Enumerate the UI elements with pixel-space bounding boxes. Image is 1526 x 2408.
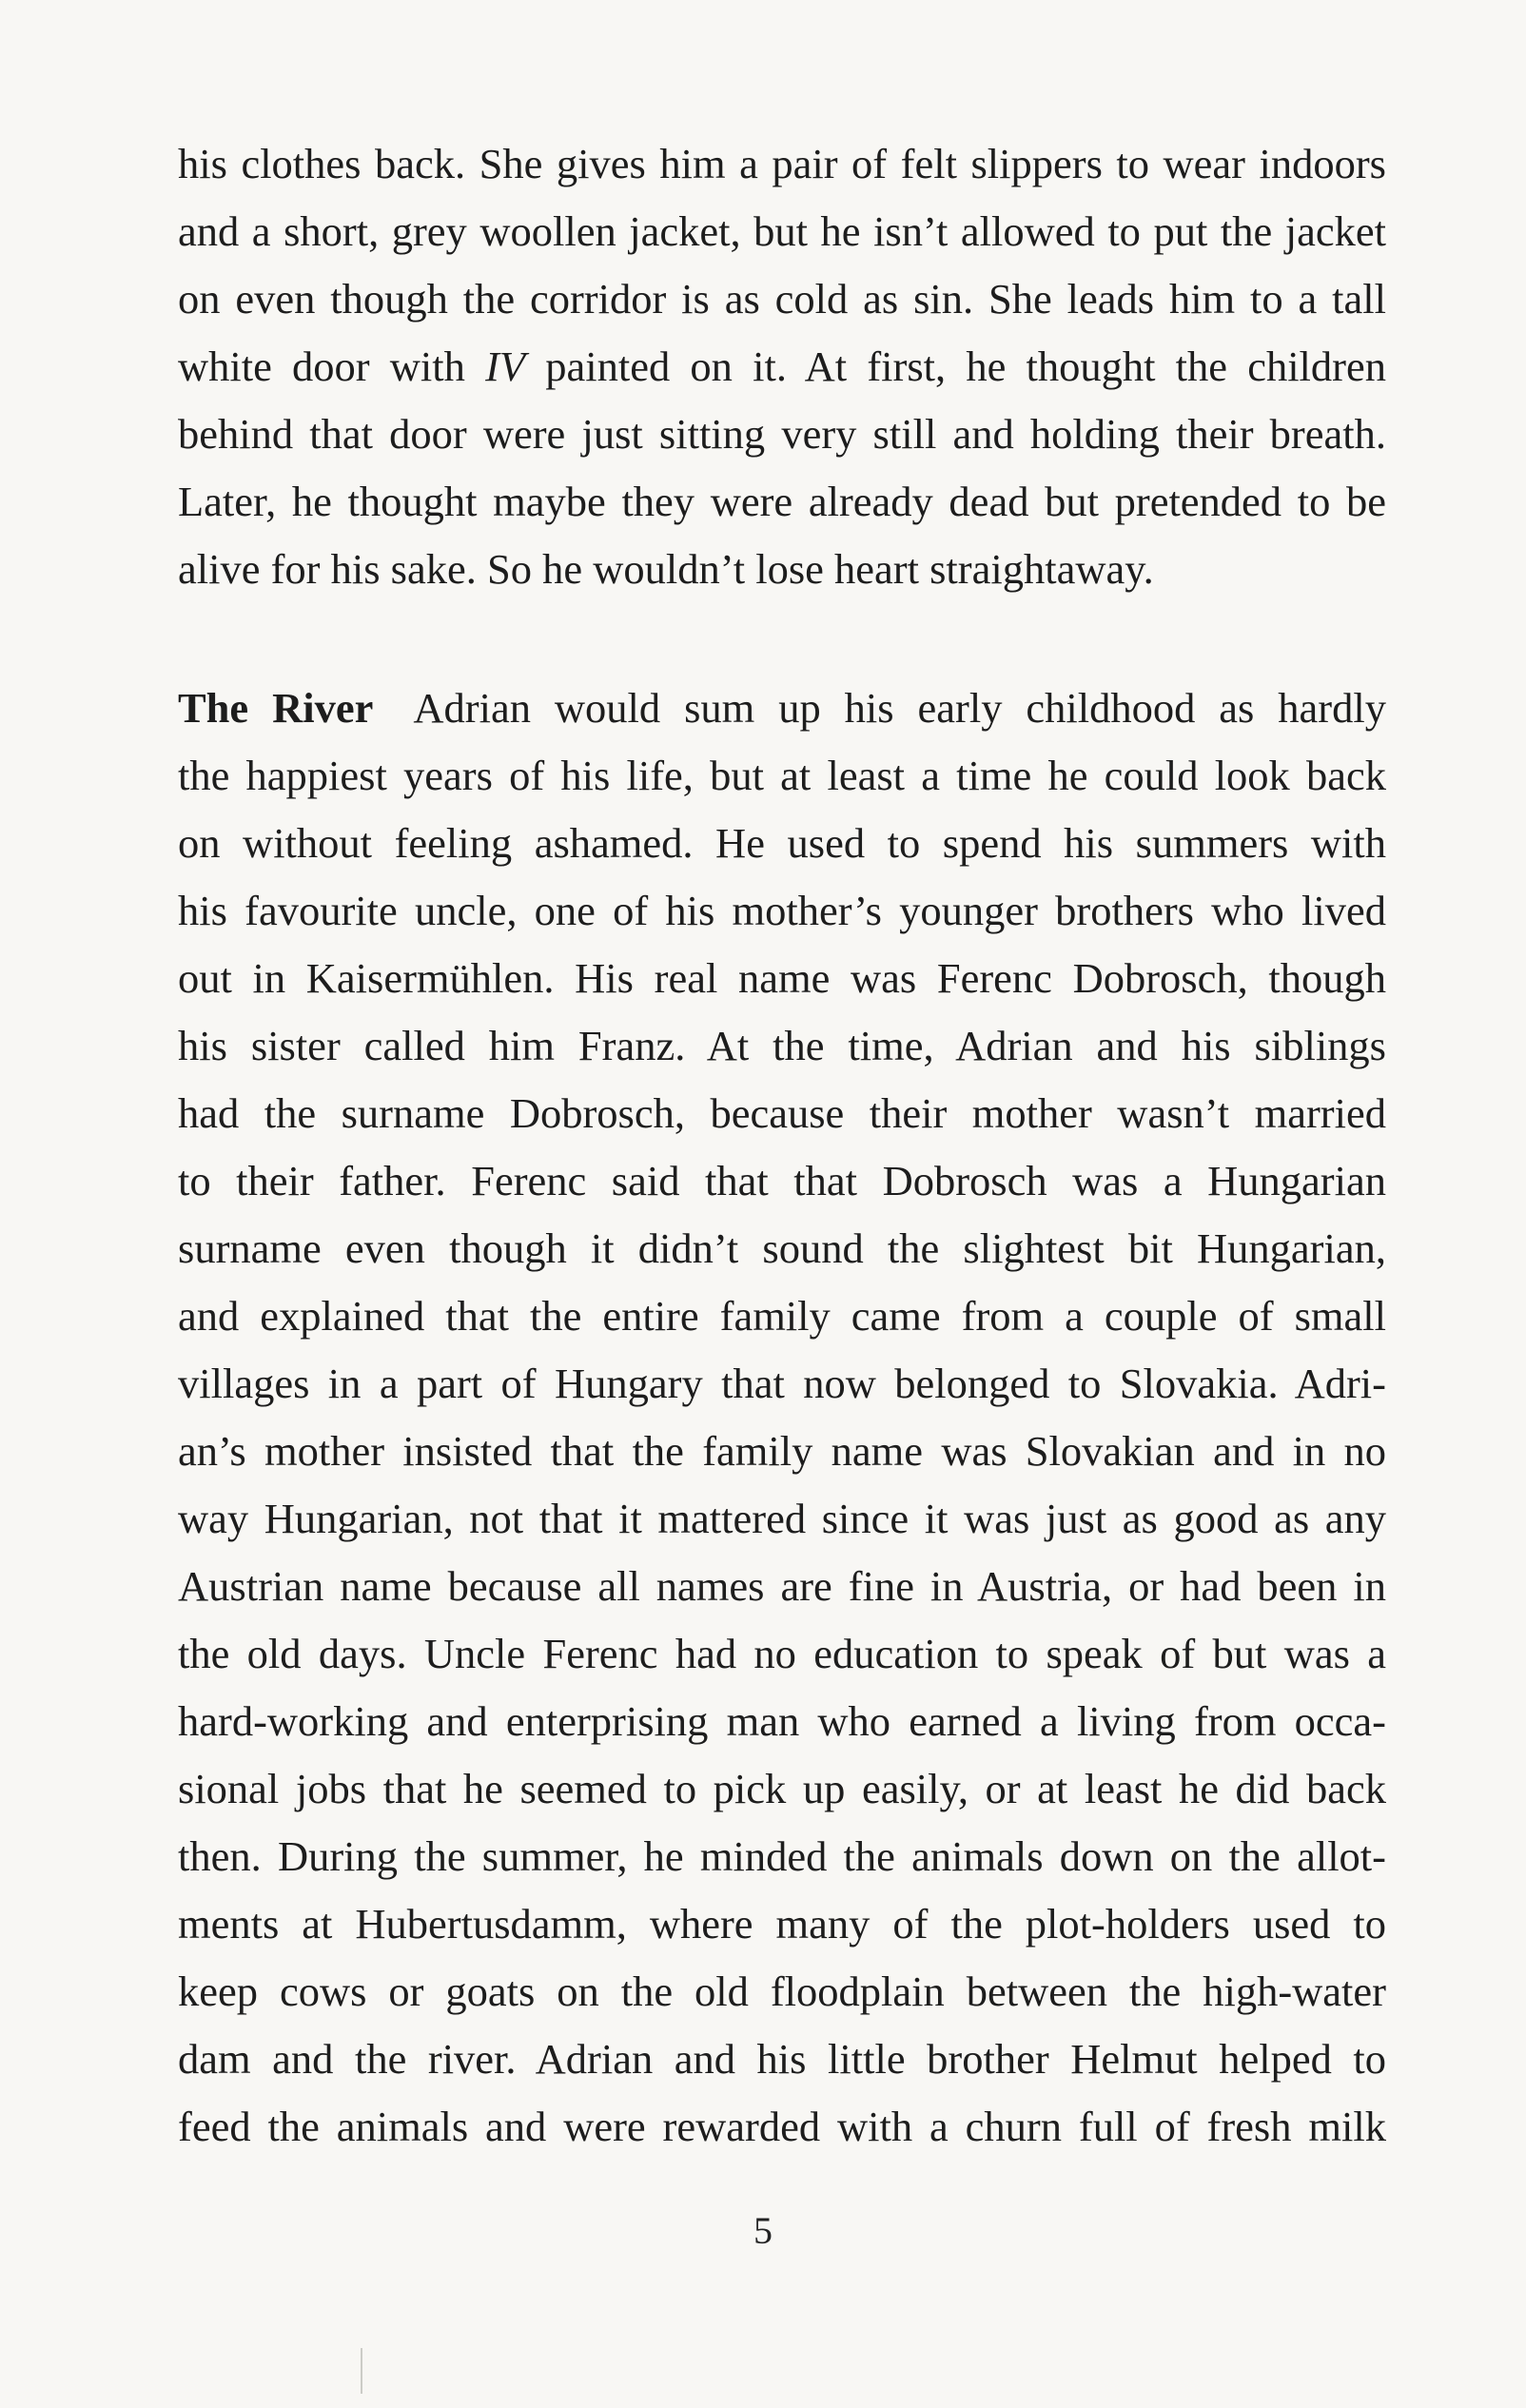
text-fragment: white door with: [178, 343, 486, 390]
text-line: feed the animals and were rewarded with a churn full of fresh milk: [178, 2103, 1386, 2150]
text-line: surname even though it didn’t sound the slightest bit Hungarian,: [178, 1224, 1386, 1272]
scan-mark: [361, 2348, 362, 2394]
text-line: [178, 333, 1386, 401]
text-line: keep cows or goats on the old floodplain between the high-water: [178, 1968, 1386, 2015]
text-line: dam and the river. Adrian and his little brother Helmut helped to: [178, 2035, 1386, 2083]
text-fragment: Adrian would sum up his early childhood as hardly: [413, 684, 1386, 732]
text-line: ments at Hubertusdamm, where many of the plot-holders used to: [178, 1900, 1386, 1948]
text-line: and a short, grey woollen jacket, but he isn’t allowed to put the jacket: [178, 207, 1386, 255]
text-line: an’s mother insisted that the family name was Slovakian and in no: [178, 1427, 1386, 1475]
text-line: behind that door were just sitting very still and holding their breath.: [178, 410, 1386, 458]
text-line: hard-working and enterprising man who earned a living from occa-: [178, 1697, 1386, 1745]
text-line: villages in a part of Hungary that now belonged to Slovakia. Adri-: [178, 1360, 1386, 1407]
text-line: on even though the corridor is as cold as sin. She leads him to a tall: [178, 275, 1386, 323]
text-line: the happiest years of his life, but at least a time he could look back: [178, 752, 1386, 799]
text-fragment: painted on it. At first, he thought the children: [525, 343, 1386, 390]
text-line: on without feeling ashamed. He used to spend his summers with: [178, 819, 1386, 867]
text-line: alive for his sake. So he wouldn’t lose heart straightaway.: [178, 545, 1154, 593]
text-line: then. During the summer, he minded the animals down on the allot-: [178, 1832, 1386, 1880]
text-line: to their father. Ferenc said that that Dobrosch was a Hungarian: [178, 1157, 1386, 1204]
paragraph-continued: [178, 130, 1386, 603]
text-line: and explained that the entire family came from a couple of small: [178, 1292, 1386, 1340]
text-line: his sister called him Franz. At the time, Adrian and his siblings: [178, 1022, 1386, 1069]
page-number: 5: [753, 2209, 773, 2252]
text-line: out in Kaisermühlen. His real name was Ferenc Dobrosch, though: [178, 954, 1386, 1002]
text-line: Later, he thought maybe they were already dead but pretended to be: [178, 478, 1386, 525]
text-line: had the surname Dobrosch, because their mother wasn’t married: [178, 1089, 1386, 1137]
text-line: sional jobs that he seemed to pick up easily, or at least he did back: [178, 1765, 1386, 1812]
text-line: his clothes back. She gives him a pair of felt slippers to wear indoors: [178, 140, 1386, 187]
door-number-italic: IV: [485, 343, 526, 390]
text-line: Austrian name because all names are fine in Austria, or had been in: [178, 1562, 1386, 1610]
section-the-river: [178, 675, 1386, 2161]
text-line: the old days. Uncle Ferenc had no education to speak of but was a: [178, 1630, 1386, 1677]
text-line: way Hungarian, not that it mattered since it was just as good as any: [178, 1495, 1386, 1542]
section-heading: The River: [178, 684, 374, 732]
text-line: his favourite uncle, one of his mother’s younger brothers who lived: [178, 887, 1386, 934]
text-line: [178, 675, 1386, 742]
